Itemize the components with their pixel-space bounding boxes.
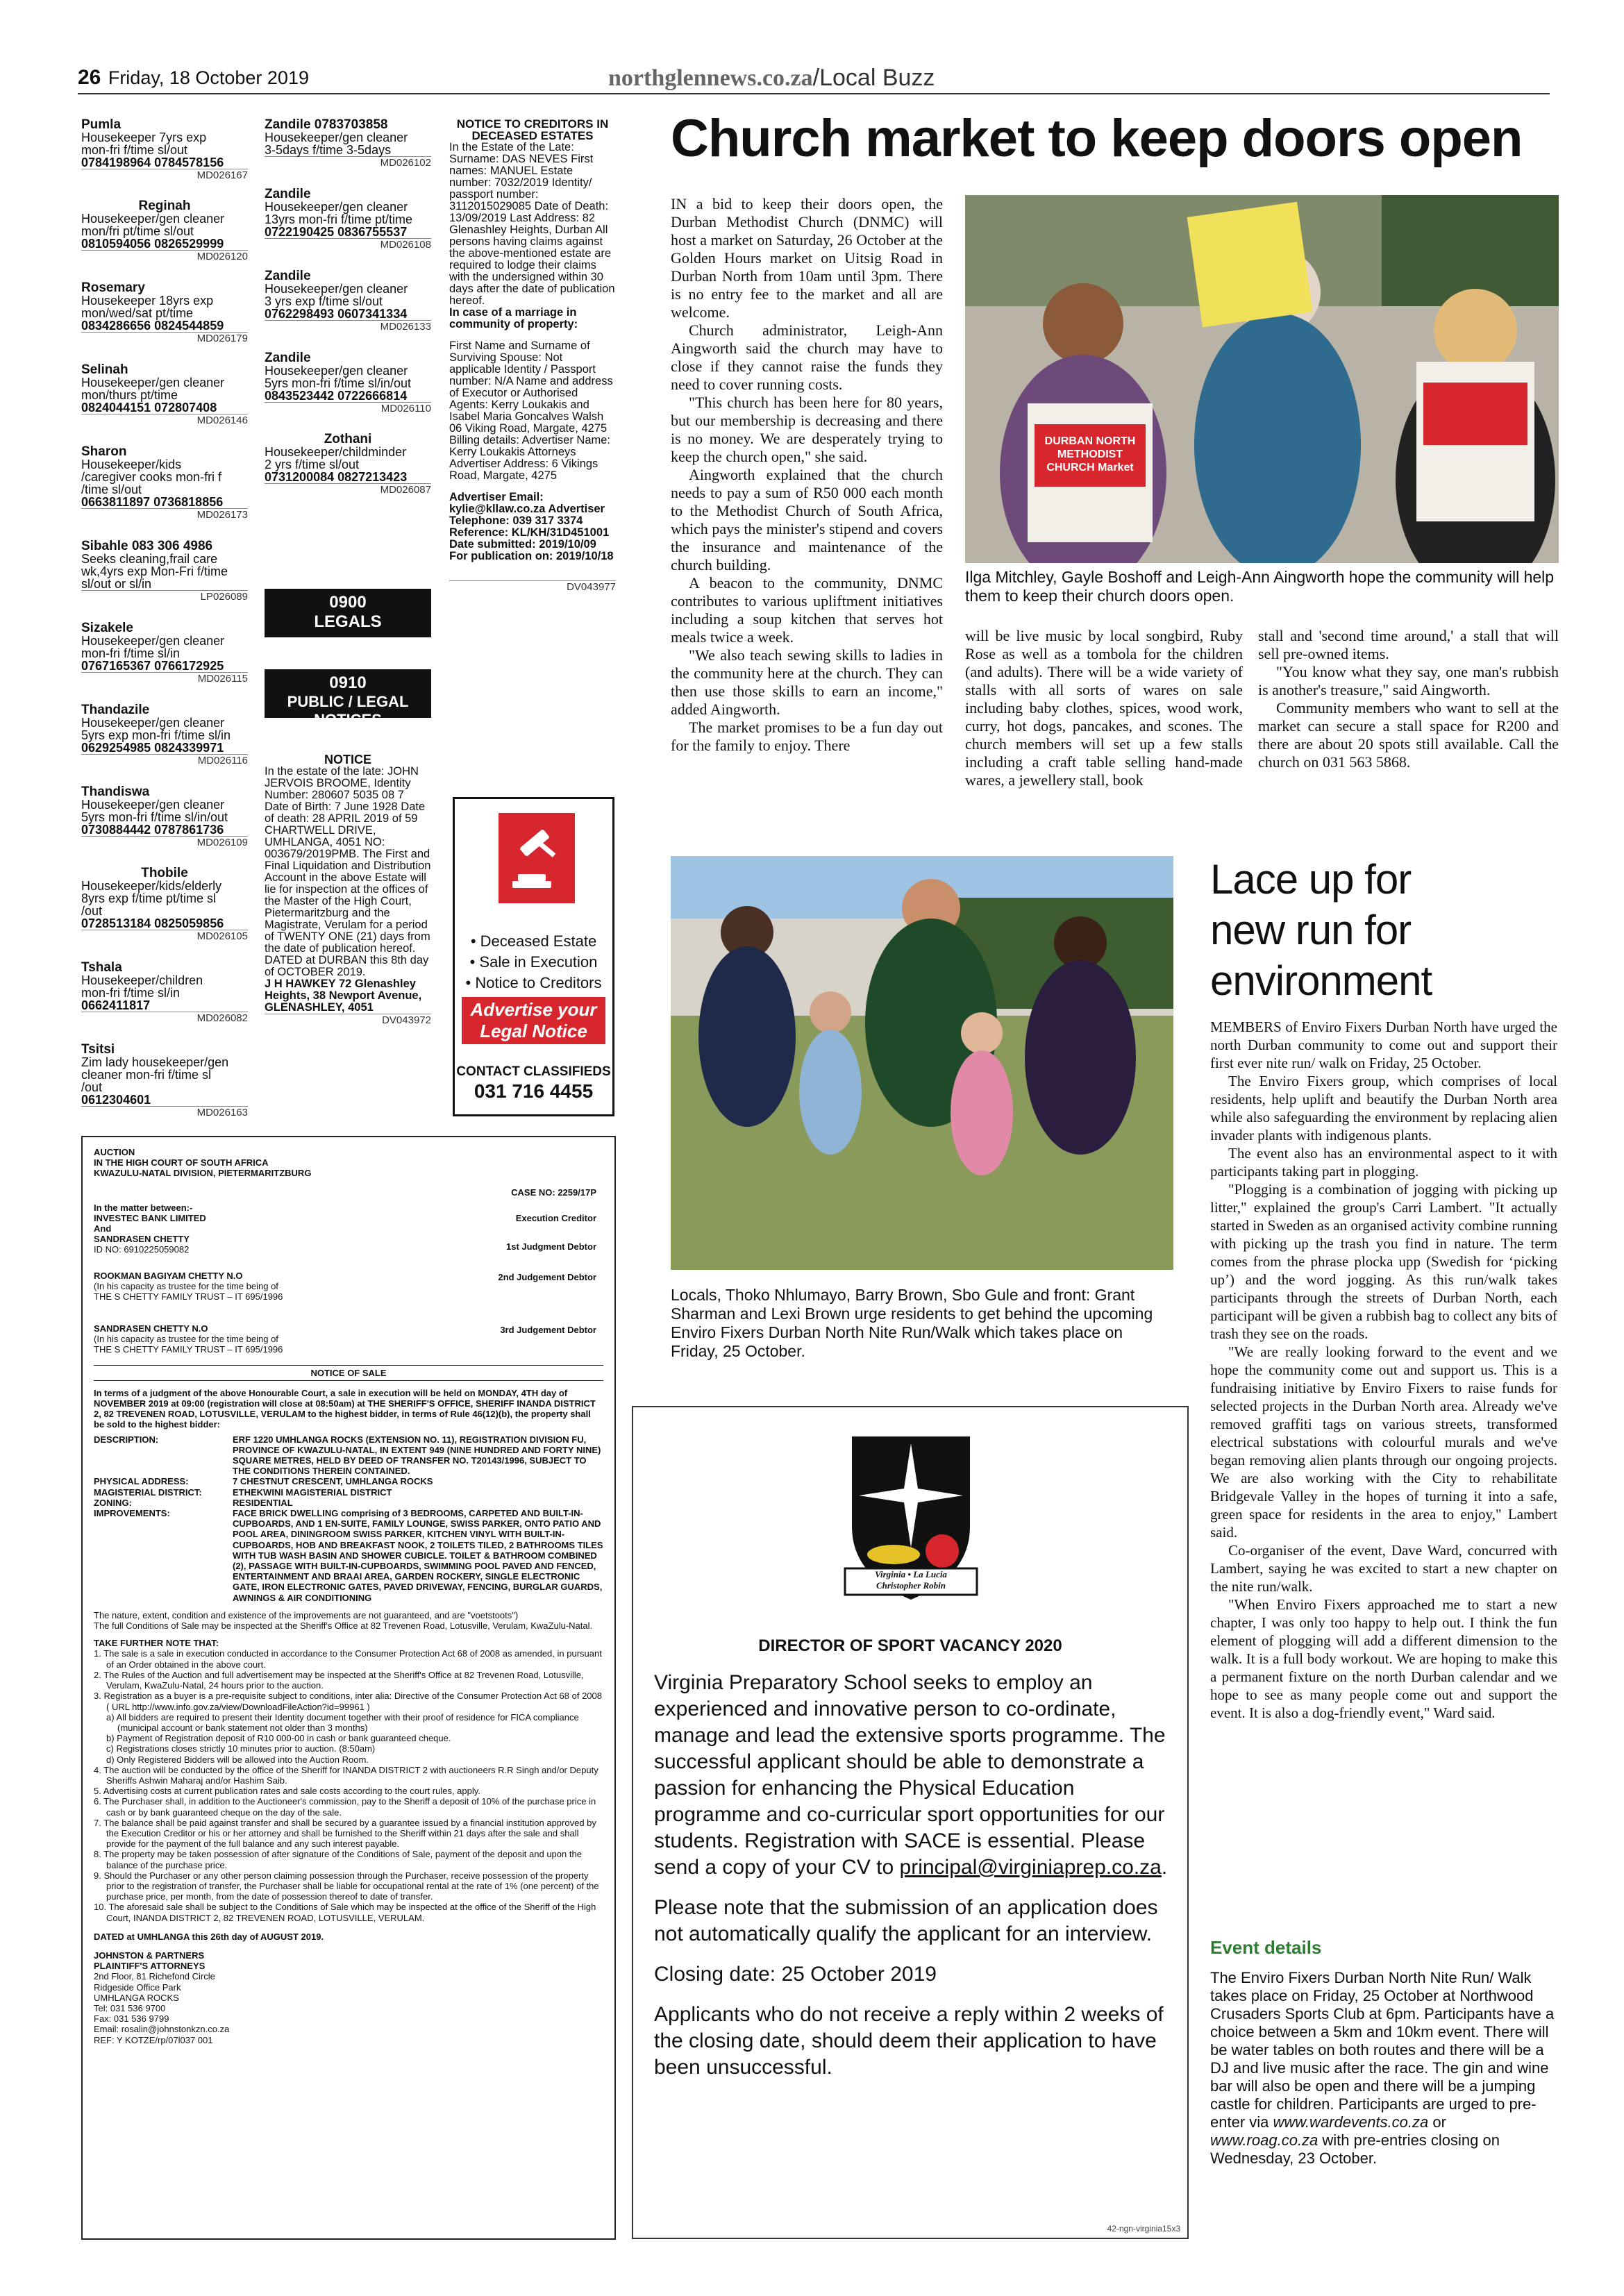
notice-contact: Advertiser Email: kylie@kllaw.co.za Advertiser Telephone: 039 317 3374 Reference: KL/KH/31D451001 Date submitted: 2019/10/09 For publication on: 2019/10/18 (449, 491, 614, 562)
notice-body-2: First Name and Surname of Surviving Spouse: Not applicable Identity / Passport number: N/A Name and address of Executor or Authorised Agents: Kerry Loukakis and Isabel Maria Goncalves Walsh 06 Viking Road, Margate, 4275 Billing details: Advertiser Name: Kerry Loukakis Attorneys Advertiser Address: 6 Vikings Road, Margate, 4275 (449, 340, 613, 482)
classified-name: Thandazile (81, 703, 150, 717)
notice-of-sale-label: NOTICE OF SALE (310, 1367, 387, 1378)
auction-note: 6. The Purchaser shall, in addition to the Auctioneer's commission, pay to the Sheriff a deposit of 10% of the purchase price in cash or by bank guaranteed cheque on the day of the sale. (94, 1796, 596, 1818)
classified-ref: MD026116 (81, 754, 248, 767)
auction-note: d) Only Registered Bidders will be allowed into the Auction Room. (106, 1754, 369, 1765)
classified-name: Sharon (81, 444, 127, 459)
classified-phone[interactable]: 0762298493 0607341334 (265, 307, 408, 321)
auction-note: 7. The balance shall be paid against transfer and shall be secured by a guarantee issued by a financial institution approved by the Execution Creditor or his or her attorney and shall be furnished to the Sheriff within 21 days after the sale and shall provide for the payment of the full balance and any such interest payable. (94, 1817, 596, 1850)
classified-phone[interactable]: 0731200084 0827213423 (265, 470, 408, 484)
notice-ref: DV043972 (265, 1014, 431, 1026)
legal-ad-list (455, 931, 612, 994)
auction-field-value: RESIDENTIAL (233, 1497, 293, 1508)
notice-ref: DV043977 (449, 580, 616, 593)
classified-line: Housekeeper/childminder (265, 445, 407, 459)
classified-ad (265, 187, 431, 251)
classified-ref: MD026105 (81, 930, 248, 943)
classified-ref: MD026109 (81, 836, 248, 849)
auction-notes (94, 1648, 603, 1922)
classified-line: 3 yrs exp f/time sl/out (265, 294, 383, 308)
church-article-col1 (671, 195, 943, 755)
auction-note: 2. The Rules of the Auction and full advertisement may be inspected at the Sheriff's Office at 82 Trevenen Road, Lotusville, Verulam, KwaZulu-Natal, 24 hours prior to the auction. (94, 1669, 584, 1691)
classified-name: Thandiswa (81, 785, 150, 799)
legals-section-label (265, 589, 431, 637)
vacancy-para-1a: Virginia Preparatory School seeks to employ an experienced and innovative person to co-ordinate, manage and lead the extensive sports programme. The successful applicant should be able to demonstrate a passion for enhancing the Physical Education programme and co-curricular sport opportunities for our students. Registration with SACE is essential. Please send a copy of your CV to (654, 1671, 1166, 1879)
classified-phone[interactable]: 0824044151 072807408 (81, 401, 217, 414)
run-paragraph: "We are really looking forward to the event and we hope the community come out and support us. This is a fundraising initiative by Enviro Fixers to raise funds for selected projects in the Durban North area. Already we've removed graffiti tags on various streets, transformed electrical substations with colourful murals and we've began removing alien plants through our ongoing projects. We are also working with the City to rehabilitate Bridgevale Valley in the hopes of turning it into a safe, green space for residents in the area to enjoy," Lambert said. (1210, 1343, 1557, 1541)
run-photo (671, 856, 1173, 1270)
classified-name: Tsitsi (81, 1042, 115, 1057)
notice-of-sale (94, 1365, 603, 1381)
third-debtor: 3rd Judgement Debtor (500, 1324, 596, 1335)
classified-ref: MD026110 (265, 402, 431, 415)
classified-ad (81, 1043, 248, 1119)
run-photo-image (671, 856, 1173, 1270)
auction-division: KWAZULU-NATAL DIVISION, PIETERMARITZBURG (94, 1168, 312, 1179)
auction-notice (81, 1136, 616, 2240)
notice-neves (449, 118, 616, 611)
section-name: /Local Buzz (812, 65, 935, 91)
auction-field-label: ZONING: (94, 1497, 132, 1508)
classified-ref: MD026146 (81, 414, 248, 427)
classified-line: mon/thurs pt/time (81, 388, 178, 402)
classified-line: /caregiver cooks mon-fri f (81, 470, 222, 484)
classified-line: Housekeeper/gen cleaner (265, 364, 408, 378)
classified-ref: MD026163 (81, 1106, 248, 1119)
vacancy-para-3: Applicants who do not receive a reply within 2 weeks of the closing date, should deem their application to have been unsuccessful. (654, 2003, 1164, 2079)
classified-ad (81, 281, 248, 345)
church-paragraph: IN a bid to keep their doors open, the Durban Methodist Church (DNMC) will host a market on Saturday, 26 October at the Golden Hours market on Uitsig Road in Durban North from 10am until 3pm. There is no entry fee to the market and all are welcome. (671, 195, 943, 321)
public-code: 0910 (329, 673, 367, 692)
party-and: And (94, 1223, 112, 1234)
auction-note: 9. Should the Purchaser or any other person claiming possession through the Purchaser, receive possession of the property prior to the registration of transfer, the Purchaser shall be liable for occupational rental at the rate of 1% (one percent) of the purchase price, per month, from the date of possession thereof to date of transfer. (94, 1870, 599, 1902)
church-paragraph: A beacon to the community, DNMC contributes to various upliftment initiatives including a soup kitchen that serves hot meals twice a week. (671, 574, 943, 646)
party-4: SANDRASEN CHETTY N.O (94, 1323, 208, 1334)
exec-creditor: Execution Creditor (515, 1212, 596, 1223)
run-paragraph: The Enviro Fixers group, which comprises of local residents, help uplift and beautify the Durban North area while also safeguarding the environment by replacing alien invader plants with indigenous plants. (1210, 1073, 1557, 1143)
legal-ad-contact-label: CONTACT CLASSIFIEDS (456, 1064, 611, 1079)
classified-ad (81, 867, 248, 943)
attorney-line: JOHNSTON & PARTNERS (94, 1950, 205, 1961)
classified-line: Housekeeper/gen cleaner (81, 376, 225, 389)
classified-line: Housekeeper/gen cleaner (81, 212, 225, 226)
classified-ref: MD026173 (81, 508, 248, 521)
classified-line: Housekeeper/children (81, 973, 203, 987)
auction-intro: In terms of a judgment of the above Honourable Court, a sale in execution will be held on MONDAY, 4TH day of NOVEMBER 2019 at 09:00 (registration will close at 08:50am) at THE SHERIFF'S OFFICE, SHERIFF INANDA DISTRICT 2, 82 TREVENEN ROAD, LOTUSVILLE, VERULAM to the highest bidder, in terms of Rule 46(12)(b), the property shall be sold to the highest bidder: (94, 1387, 596, 1430)
classified-ref: MD026102 (265, 156, 431, 169)
notice-signoff: J H HAWKEY 72 Glenashley Heights, 38 Newport Avenue, GLENASHLEY, 4051 (265, 978, 422, 1014)
auction-take-note: TAKE FURTHER NOTE THAT: (94, 1638, 219, 1649)
legal-ad-phone[interactable]: 031 716 4455 (474, 1080, 594, 1102)
vacancy-ref: 42-ngn-virginia15x3 (1107, 2224, 1180, 2234)
run-article-body (1210, 1018, 1557, 1722)
classified-line: 13yrs mon-fri f/time pt/time (265, 212, 413, 226)
classified-ad (81, 445, 248, 521)
classified-line: 8yrs exp f/time pt/time sl (81, 891, 217, 905)
classified-ref: MD026115 (81, 672, 248, 685)
classified-line: Housekeeper 18yrs exp (81, 294, 214, 308)
event-details-text (1210, 1969, 1557, 2168)
legal-ad-item: • Notice to Creditors (465, 974, 602, 991)
auction-note: b) Payment of Registration deposit of R10 000-00 in cash or bank guaranteed cheque. (106, 1733, 451, 1744)
classified-line: Housekeeper/kids/elderly (81, 879, 222, 893)
notice-broome (265, 754, 431, 1044)
church-col3-text-c: Community members who want to sell at the market can secure a stall space for R200 and there are about 20 spots still available. Call the church on 031 563 5868. (1258, 699, 1559, 771)
auction-dated: DATED at UMHLANGA this 26th day of AUGUST 2019. (94, 1931, 324, 1942)
notice-title: NOTICE TO CREDITORS IN DECEASED ESTATES (456, 117, 609, 142)
attorney-line[interactable]: Fax: 031 536 9799 (94, 2013, 169, 2025)
classified-name: Sizakele (81, 621, 133, 635)
classified-line: wk,4yrs exp Mon-Fri f/time (81, 564, 228, 578)
run-paragraph: The event also has an environmental aspect to it with participants taking part in plogging. (1210, 1145, 1557, 1180)
classified-ad (81, 621, 248, 685)
classified-ad (81, 539, 248, 603)
classified-ad (81, 200, 248, 263)
classified-phone[interactable]: 0834286656 0824544859 (81, 319, 224, 333)
auction-note: 3. Registration as a buyer is a pre-requisite subject to conditions, inter alia: Directive of the Consumer Protection Act 68 of 2008 ( URL http://www.info.gov.za/view/DownloadFileAction?id=99961 ) (94, 1691, 602, 1712)
classified-phone[interactable]: 0730884442 0787861736 (81, 823, 224, 837)
classified-ref: MD026167 (81, 169, 248, 182)
classified-line: mon/wed/sat pt/time (81, 306, 194, 320)
church-paragraph: "We also teach sewing skills to ladies in the community here at the church. They can then use those skills to earn an income," added Aingworth. (671, 646, 943, 718)
classified-line: /time sl/out (81, 483, 142, 496)
classified-ad (81, 363, 248, 427)
auction-field-label: PHYSICAL ADDRESS: (94, 1476, 189, 1487)
classified-ad (81, 785, 248, 849)
classified-ad (265, 433, 431, 496)
public-notices-section-label (265, 669, 431, 728)
church-paragraph: Aingworth explained that the church needs to pay a sum of R50 000 each month to the Methodist Church of South Africa, which pays the minister's stipend and covers the insurance and maintenance of the church building. (671, 466, 943, 573)
auction-field-row (94, 1508, 603, 1603)
notice-title: NOTICE (324, 753, 371, 766)
church-article-col2 (965, 627, 1243, 789)
classified-name: Zothani (324, 432, 372, 446)
classified-name: Selinah (81, 362, 128, 377)
classified-name: Zandile 0783703858 (265, 117, 388, 132)
auction-court: IN THE HIGH COURT OF SOUTH AFRICA (94, 1157, 269, 1168)
church-col2-text: will be live music by local songbird, Ruby Rose as well as a tombola for the children (and adults). There will be a wide variety of stalls with all sorts of wares on sale including baby clothes, spices, wood work, curry, hot dogs, pancakes, and scones. The church members will set up a few stalls including a craft table selling hand-made wares, a jewellery stall, book (965, 627, 1243, 789)
auction-note: 1. The sale is a sale in execution conducted in accordance to the Consumer Protection Act 68 of 2008 as amended, in pursuant of an Order obtained in the above court. (94, 1648, 602, 1670)
classified-line: 2 yrs f/time sl/out (265, 458, 360, 471)
classified-ref: LP026089 (81, 590, 248, 603)
church-photo (965, 195, 1559, 563)
crest-ribbon-line-2: Christopher Robin (876, 1580, 946, 1591)
classified-line: /out (81, 904, 103, 918)
classified-line: Housekeeper/gen cleaner (81, 634, 225, 648)
notice-marriage: In case of a marriage in community of property: (449, 306, 578, 330)
party-3-capacity: (In his capacity as trustee for the time being of THE S CHETTY FAMILY TRUST – IT 695/1996 (94, 1280, 283, 1302)
auction-fields (94, 1434, 603, 1603)
attorney-line[interactable]: REF: Y KOTZE/rp/07l037 001 (94, 2034, 213, 2045)
auction-conditions: The full Conditions of Sale may be inspected at the Sheriff's Office at 82 Trevenen Road, Lotusville, Verulam, KwaZulu-Natal. (94, 1620, 593, 1632)
church-photo-caption: Ilga Mitchley, Gayle Boshoff and Leigh-Ann Aingworth hope the community will help them to keep their church doors open. (965, 568, 1555, 605)
classified-line: Housekeeper/gen cleaner (81, 798, 225, 812)
classified-line: mon-fri f/time sl/in (81, 646, 181, 660)
classified-phone[interactable]: 0728513184 0825059856 (81, 916, 224, 930)
classified-name: Reginah (138, 199, 191, 213)
auction-attorneys (94, 1950, 603, 2045)
classified-ref: MD026108 (265, 238, 431, 251)
auction-field-row (94, 1476, 603, 1486)
page-header (78, 66, 1571, 94)
party-4-capacity: (In his capacity as trustee for the time being of THE S CHETTY FAMILY TRUST – IT 695/1996 (94, 1333, 283, 1355)
classified-line: /out (81, 1080, 103, 1094)
church-paragraph: Church administrator, Leigh-Ann Aingworth said the church may have to close if they cannot raise the funds they need to cover running costs. (671, 321, 943, 393)
classified-phone[interactable]: 0767165367 0766172925 (81, 659, 224, 673)
classified-phone[interactable]: 0612304601 (81, 1093, 151, 1107)
church-col3-text-a: stall and 'second time around,' a stall that will sell pre-owned items. (1258, 627, 1559, 662)
classified-ref: MD026179 (81, 332, 248, 345)
classified-phone[interactable]: 0662411817 (81, 998, 151, 1012)
run-paragraph: MEMBERS of Enviro Fixers Durban North have urged the north Durban community to come out and support their first ever nite run/ walk on Friday, 25 October. (1210, 1019, 1557, 1071)
classified-line: 3-5days f/time 3-5days (265, 143, 392, 157)
event-or: or (1428, 2113, 1446, 2131)
classified-ad (265, 269, 431, 333)
vacancy-para-1b: . (1161, 1856, 1168, 1879)
run-headline: Lace up for new run for environment (1210, 856, 1432, 1004)
attorney-line[interactable]: Email: rosalin@johnstonkzn.co.za (94, 2024, 230, 2035)
issue-date: Friday, 18 October 2019 (108, 67, 309, 88)
classified-line: 5yrs exp mon-fri f/time sl/in (81, 728, 231, 742)
church-sign-text: DURBAN NORTH METHODIST CHURCH Market (1044, 435, 1136, 474)
classified-phone[interactable]: 0784198964 0784578156 (81, 156, 224, 169)
auction-field-row (94, 1498, 603, 1508)
auction-field-row (94, 1434, 603, 1477)
classified-name: Tshala (81, 960, 122, 975)
church-paragraph: The market promises to be a fun day out for the family to enjoy. There (671, 719, 943, 754)
classified-line: Housekeeper 7yrs exp (81, 131, 207, 144)
classified-name: Rosemary (81, 280, 145, 295)
classified-name: Pumla (81, 117, 122, 132)
event-details-heading: Event details (1210, 1937, 1322, 1958)
gavel-icon (499, 813, 575, 903)
party-2: SANDRASEN CHETTY (94, 1233, 190, 1244)
auction-field-label: MAGISTERIAL DISTRICT: (94, 1486, 202, 1498)
classified-line: 5yrs mon-fri f/time sl/in/out (265, 376, 412, 390)
auction-note: 4. The auction will be conducted by the office of the Sheriff for INANDA DISTRICT 2 with auctioneers R.R Singh and/or Deputy Sheriffs Ashwin Maharaj and/or Hashim Saib. (94, 1764, 598, 1786)
attorney-line: Ridgeside Office Park (94, 1981, 181, 1993)
party-1: INVESTEC BANK LIMITED (94, 1212, 206, 1223)
classified-line: Housekeeper/gen cleaner (265, 131, 408, 144)
church-col3-text-b: "You know what they say, one man's rubbish is another's treasure," said Aingworth. (1258, 663, 1559, 698)
auction-field-row (94, 1487, 603, 1498)
vacancy-email-link[interactable]: principal@virginiaprep.co.za (899, 1856, 1162, 1879)
auction-field-value: 7 CHESTNUT CRESCENT, UMHLANGA ROCKS (233, 1476, 433, 1487)
attorney-line: UMHLANGA ROCKS (94, 1992, 179, 2003)
church-headline: Church market to keep doors open (671, 109, 1523, 168)
auction-note: 5. Advertising costs at current publication rates and sale costs according to the court rules, apply. (94, 1786, 480, 1797)
notice-body: In the Estate of the Late: Surname: DAS NEVES First names: MANUEL Estate number: 7032/2019 Identity/ passport number: 3112015029085 Date of Death: 13/09/2019 Last Address: 82 Glenashley Heights, Durban All persons having claims against the above-mentioned estate are required to lodge their claims with the undersigned within 30 days after the date of publication hereof. (449, 141, 615, 307)
auction-field-label: IMPROVEMENTS: (94, 1508, 170, 1519)
classifieds-column-1 (81, 118, 248, 1137)
church-article-col3 (1258, 627, 1559, 771)
event-link-wardevents[interactable]: www.wardevents.co.za (1273, 2113, 1429, 2131)
classified-line: 5yrs mon-fri f/time sl/in/out (81, 810, 228, 824)
event-text-2: with pre-entries closing on Wednesday, 23 October. (1210, 2131, 1500, 2167)
classified-ad (265, 118, 431, 169)
vacancy-ad (632, 1406, 1189, 2239)
run-photo-caption: Locals, Thoko Nhlumayo, Barry Brown, Sbo Gule and front: Grant Sharman and Lexi Brown urge residents to get behind the upcoming Enviro Fixers Durban North Nite Run/Walk which takes place on Friday, 25 October. (671, 1286, 1153, 1360)
party-3: ROOKMAN BAGIYAM CHETTY N.O (94, 1270, 243, 1281)
second-debtor: 2nd Judgement Debtor (498, 1271, 596, 1282)
classified-line: mon/fri pt/time sl/out (81, 224, 194, 238)
classified-name: Zandile (265, 351, 311, 365)
classified-ref: MD026082 (81, 1012, 248, 1025)
legal-notice-ad[interactable] (453, 797, 614, 1116)
first-debtor: 1st Judgment Debtor (505, 1241, 596, 1252)
classified-ad (81, 703, 248, 767)
vacancy-para-1 (654, 1670, 1175, 1881)
vacancy-body (654, 1670, 1175, 2081)
case-number: CASE NO: 2259/17P (511, 1187, 596, 1198)
classified-name: Thobile (141, 866, 188, 880)
attorney-line: 2nd Floor, 81 Richefond Circle (94, 1971, 215, 1982)
classifieds-column-2 (265, 118, 431, 514)
classified-phone[interactable]: 0810594056 0826529999 (81, 237, 224, 251)
auction-field-label: DESCRIPTION: (94, 1434, 159, 1445)
classified-line: Housekeeper/gen cleaner (265, 282, 408, 296)
auction-parties (94, 1187, 603, 1361)
public-label: PUBLIC / LEGAL NOTICES (287, 693, 409, 728)
classified-phone[interactable]: 0663811897 0736818856 (81, 495, 224, 509)
classified-phone[interactable]: 0722190425 0836755537 (265, 225, 408, 239)
classified-name: Sibahle 083 306 4986 (81, 539, 213, 553)
legals-code: 0900 (329, 593, 367, 612)
classified-ad (81, 118, 248, 182)
auction-field-value: ETHEKWINI MAGISTERIAL DISTRICT (233, 1486, 392, 1498)
page-number: 26 (78, 66, 101, 89)
church-paragraph: "This church has been here for 80 years, but our membership is decreasing and there is no money. We are desperately trying to keep the church open," she said. (671, 394, 943, 465)
crest-ribbon-line-1: Virginia • La Lucia (875, 1569, 947, 1579)
vacancy-closing: Closing date: 25 October 2019 (654, 1963, 937, 1986)
classified-line: Seeks cleaning,frail care (81, 552, 218, 566)
event-text-1: The Enviro Fixers Durban North Nite Run/ Walk takes place on Friday, 25 October at Northwood Crusaders Sports Club at 6pm. Participants have a choice between a 5km and 10km event. There will be water tables on both routes and there will be a DJ and live music after the race. The gin and wine bar will also be open and there will be a jumping castle for children. Participants are urged to pre-enter via (1210, 1969, 1555, 2131)
site-name[interactable]: northglennews.co.za (608, 65, 813, 91)
classified-line: Zim lady housekeeper/gen (81, 1055, 229, 1069)
vacancy-title: DIRECTOR OF SPORT VACANCY 2020 (758, 1636, 1062, 1655)
header-rule (78, 93, 1550, 94)
classified-line: mon-fri f/time sl/out (81, 143, 188, 157)
event-link-roag[interactable]: www.roag.co.za (1210, 2131, 1319, 2149)
auction-field-value: FACE BRICK DWELLING comprising of 3 BEDROOMS, CARPETED AND BUILT-IN-CUPBOARDS, AND 1 EN-SUITE, FAMILY LOUNGE, SWISS PARKER, ONTO PATIO AND POOL AREA, DININGROOM SWISS PARKER, KITCHEN VINYL WITH BUILT-IN-CUPBOARDS, HOB AND BREAKFAST NOOK, 2 TOILETS TILED, 2 BATHROOMS TILES WITH TUB WASH BASIN AND SHOWER CUBICLE. TOILET & BATHROOM COMBINED (2), PASSAGE WITH BUILT-IN-CUPBOARDS, SWIMMING POOL PAVED AND FENCED, ENTERTAINMENT AND BRAAI AREA, GARDEN ROCKERY, SINGLE ELECTRONIC GATE, IRON ELECTRONIC GATES, PAVED DRIVEWAY, FENCING, BURGLAR GUARDS, AWNINGS & AIR CONDITIONING (233, 1508, 603, 1603)
auction-note: a) All bidders are required to present their Identity document together with their proof of residence for FICA compliance (municipal account or bank statement not older than 3 months) (106, 1711, 579, 1733)
classified-line: Housekeeper/gen cleaner (265, 200, 408, 214)
classified-phone[interactable]: 0843523442 0722666814 (265, 389, 408, 403)
legal-ad-cta: Advertise your Legal Notice (462, 997, 605, 1044)
church-photo-image (965, 195, 1559, 563)
classified-ref: MD026133 (265, 320, 431, 333)
classified-line: cleaner mon-fri f/time sl (81, 1068, 212, 1082)
notice-body: In the estate of the late: JOHN JERVOIS BROOME, Identity Number: 280607 5035 08 7 Date of Birth: 7 June 1928 Date of death: 28 APRIL 2019 of 59 CHARTWELL DRIVE, UMHLANGA, 4051 NO: 003679/2019PMB. The First and Final Liquidation and Distribution Account in the above Estate will lie for inspection at the offices of the Master of the High Court, Pietermaritzburg and the Magistrate, Verulam for a period of TWENTY ONE (21) days from the date of publication hereof. DATED at DURBAN this 8th day of OCTOBER 2019. (265, 765, 431, 978)
classified-line: Housekeeper/gen cleaner (81, 716, 225, 730)
auction-note: 10. The aforesaid sale shall be subject to the Conditions of Sale which may be inspected at the office of the Sheriff of the High Court, INANDA DISTRICT 2, 82 TREVENEN ROAD, LOTUSVILLE, VERULAM. (94, 1902, 596, 1923)
auction-note: c) Registrations closes strictly 10 minutes prior to auction. (8:50am) (106, 1743, 376, 1754)
classified-phone[interactable]: 0629254985 0824339971 (81, 741, 224, 755)
legals-label: LEGALS (314, 612, 382, 631)
classified-ref: MD026087 (265, 483, 431, 496)
attorney-line[interactable]: Tel: 031 536 9700 (94, 2002, 166, 2013)
attorney-line: PLAINTIFF'S ATTORNEYS (94, 1961, 206, 1972)
matter-between: In the matter between:- (94, 1202, 193, 1213)
legal-ad-item: • Sale in Execution (469, 953, 598, 971)
auction-note: 8. The property may be taken possession of after signature of the Conditions of Sale, payment of the deposit and upon the balance of the purchase price. (94, 1849, 582, 1870)
legal-ad-item: • Deceased Estate (470, 932, 597, 950)
auction-title: AUCTION (94, 1147, 135, 1157)
classified-line: mon-fri f/time sl/in (81, 986, 181, 1000)
classified-line: sl/out or sl/in (81, 577, 152, 591)
classified-ad (81, 961, 248, 1025)
party-2-id: ID NO: 6910225059082 (94, 1243, 190, 1255)
run-paragraph: "Plogging is a combination of jogging with picking up litter," explained the group's Carri Lambert. "It actually started in Sweden as an organised activity combine running with picking up the trash you find in nature. The term comes from the phrase plocka upp (Swedish for ‘picking up’) and the word jogging. As this run/walk takes participants through the streets of Durban North, each participant will be given a rubbish bag to collect any bits of trash they see on the roads. (1210, 1181, 1557, 1342)
auction-nature: The nature, extent, condition and existence of the improvements are not guaranteed, and are "voetstoots") (94, 1609, 519, 1620)
auction-field-value: ERF 1220 UMHLANGA ROCKS (EXTENSION NO. 11), REGISTRATION DIVISION FU, PROVINCE OF KWAZULU-NATAL, IN EXTENT 949 (NINE HUNDRED AND FORTY NINE) SQUARE METRES, HELD BY DEED OF TRANSFER NO. T20143/1996, SUBJECT TO THE CONDITIONS THEREIN CONTAINED. (233, 1434, 601, 1477)
masthead (608, 65, 935, 92)
classified-ref: MD026120 (81, 250, 248, 263)
vacancy-para-2: Please note that the submission of an application does not automatically qualify the applicant for an interview. (654, 1896, 1158, 1945)
run-paragraph: "When Enviro Fixers approached me to start a new chapter, I was only too happy to help out. I think the fun element of plogging will add a different dimension to the walk. It is a full body workout. We are hoping to make this a permanent fixture on the north Durban calendar and we hope to see as many people come out and support the event. It is also a dog-friendly event," Ward said. (1210, 1596, 1557, 1721)
classified-name: Zandile (265, 187, 311, 201)
classified-line: Housekeeper/kids (81, 458, 182, 471)
classified-name: Zandile (265, 269, 311, 283)
run-paragraph: Co-organiser of the event, Dave Ward, concurred with Lambert, saying he was excited to start a new chapter on the nite run/walk. (1210, 1542, 1557, 1595)
classified-ad (265, 351, 431, 415)
